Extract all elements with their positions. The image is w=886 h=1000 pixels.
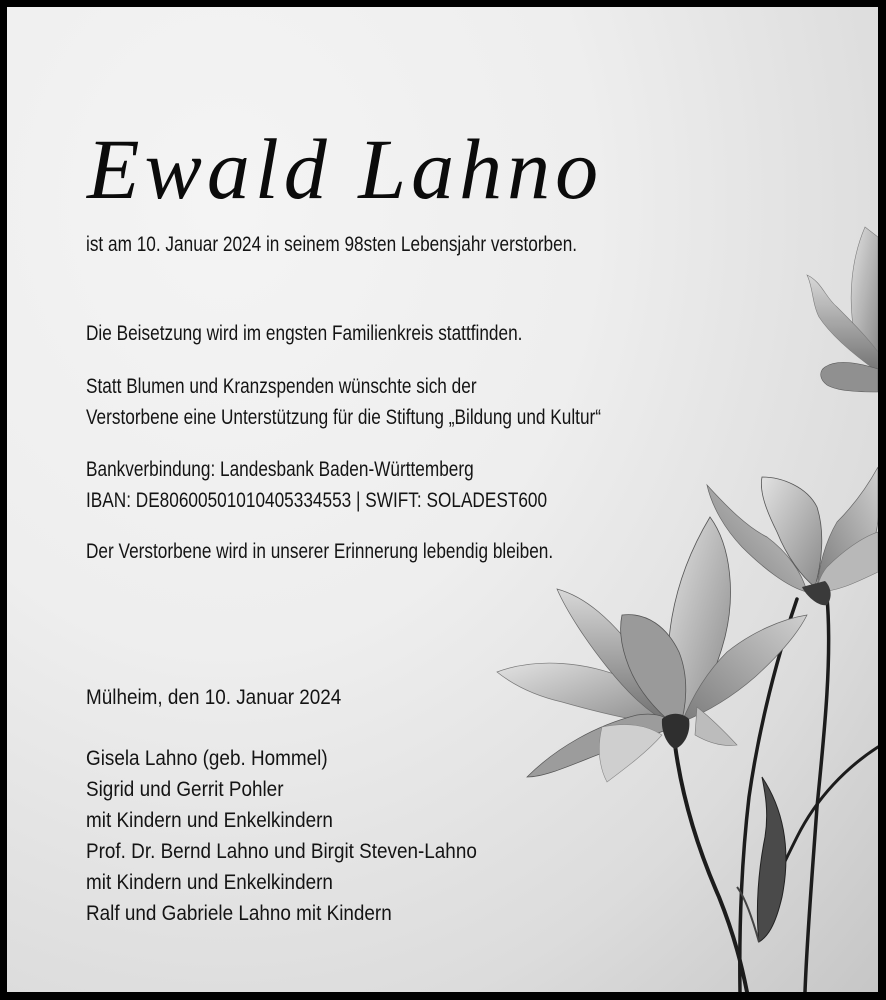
burial-statement: Die Beisetzung wird im engsten Familienkreis stattfinden. — [86, 322, 523, 345]
mourner-line: mit Kindern und Enkelkindern — [86, 809, 333, 832]
donation-line-2: Verstorbene eine Unterstützung für die Stiftung „Bildung und Kultur“ — [86, 406, 601, 429]
mourner-line: Ralf und Gabriele Lahno mit Kindern — [86, 902, 392, 925]
death-statement: ist am 10. Januar 2024 in seinem 98sten Lebensjahr verstorben. — [86, 233, 578, 256]
donation-line-1: Statt Blumen und Kranzspenden wünschte sich der — [86, 375, 477, 398]
remembrance-statement: Der Verstorbene wird in unserer Erinnerung lebendig bleiben. — [86, 540, 554, 563]
mourner-line: mit Kindern und Enkelkindern — [86, 871, 333, 894]
place-date: Mülheim, den 10. Januar 2024 — [86, 686, 342, 709]
iban-swift-line: IBAN: DE80600501010405334553 | SWIFT: SOLADEST600 — [86, 489, 548, 512]
obituary-notice — [7, 7, 878, 992]
deceased-name: Ewald Lahno — [87, 121, 604, 217]
mourner-line: Sigrid und Gerrit Pohler — [86, 778, 284, 801]
mourner-line: Gisela Lahno (geb. Hommel) — [86, 747, 328, 770]
bank-name-line: Bankverbindung: Landesbank Baden-Württemberg — [86, 458, 474, 481]
mourner-line: Prof. Dr. Bernd Lahno und Birgit Steven-Lahno — [86, 840, 477, 863]
